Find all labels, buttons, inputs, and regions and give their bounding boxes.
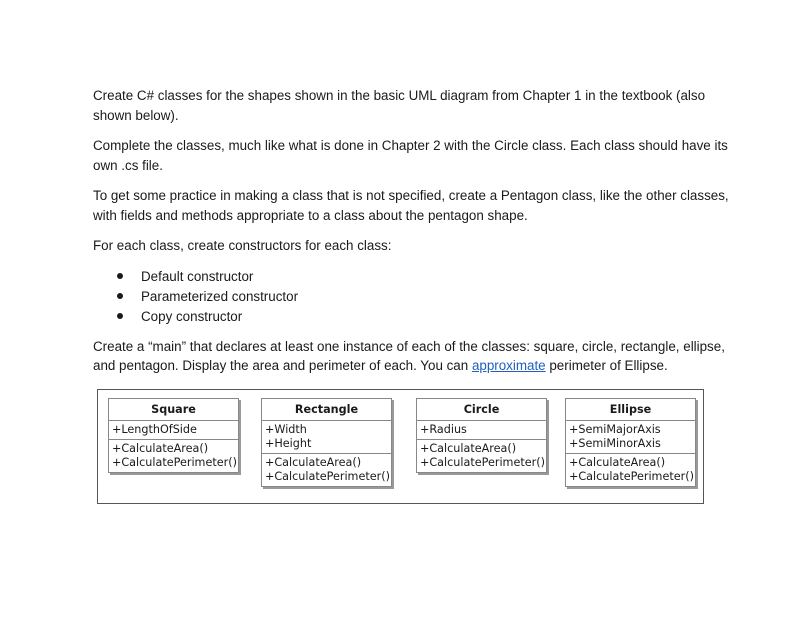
list-item [93,267,733,287]
uml-class-name: Circle [417,399,546,421]
uml-class-name: Square [109,399,238,421]
uml-class-circle [416,398,547,473]
uml-class-name: Ellipse [566,399,695,421]
uml-attribute: +SemiMajorAxis [569,423,661,436]
bullet-icon [117,293,123,299]
uml-class-name: Rectangle [262,399,391,421]
approximate-link[interactable]: approximate [471,358,546,373]
constructors-paragraph: For each class, create constructors for each class: [93,238,392,253]
uml-attribute: +SemiMinorAxis [569,437,661,450]
list-item-label: Copy constructor [141,308,243,324]
uml-attributes [417,421,546,440]
document-body [93,86,733,387]
bullet-icon [117,313,123,319]
list-item-label: Parameterized constructor [141,288,299,304]
intro-paragraph: Create C# classes for the shapes shown in the basic UML diagram from Chapter 1 in the textbook (also shown below). [93,88,706,123]
main-text-after: perimeter of Ellipse. [545,358,668,373]
main-text-before: Create a “main” that declares at least one instance of each of the classes: square, circle, rectangle, ellipse, and pentagon. Display the area and perimeter of each. You can [93,338,725,373]
uml-methods [262,454,391,486]
uml-class-rectangle [261,398,392,487]
uml-attributes [109,421,238,440]
uml-method: +CalculatePerimeter() [112,456,237,469]
pentagon-paragraph: To get some practice in making a class that is not specified, create a Pentagon class, like the other classes, with fields and methods appropriate to a class about the pentagon shape. [93,188,729,223]
main-paragraph [93,337,733,376]
uml-method: +CalculatePerimeter() [569,470,694,483]
constructor-list [93,267,733,327]
list-item [93,307,733,327]
uml-class-ellipse [565,398,696,487]
uml-method: +CalculateArea() [569,456,666,469]
uml-attribute: +Width [265,423,307,436]
instructions-paragraph: Complete the classes, much like what is done in Chapter 2 with the Circle class. Each class should have its own .cs file. [93,138,728,173]
uml-attributes [566,421,695,454]
uml-method: +CalculatePerimeter() [420,456,545,469]
uml-method: +CalculatePerimeter() [265,470,390,483]
uml-attribute: +Radius [420,423,467,436]
uml-diagram [97,389,704,504]
uml-methods [109,440,238,472]
uml-attribute: +Height [265,437,312,450]
uml-method: +CalculateArea() [420,442,517,455]
uml-method: +CalculateArea() [112,442,209,455]
list-item-label: Default constructor [141,268,254,284]
list-item [93,287,733,307]
bullet-icon [117,273,123,279]
uml-attribute: +LengthOfSide [112,423,197,436]
uml-method: +CalculateArea() [265,456,362,469]
uml-class-square [108,398,239,473]
uml-methods [417,440,546,472]
uml-methods [566,454,695,486]
uml-attributes [262,421,391,454]
